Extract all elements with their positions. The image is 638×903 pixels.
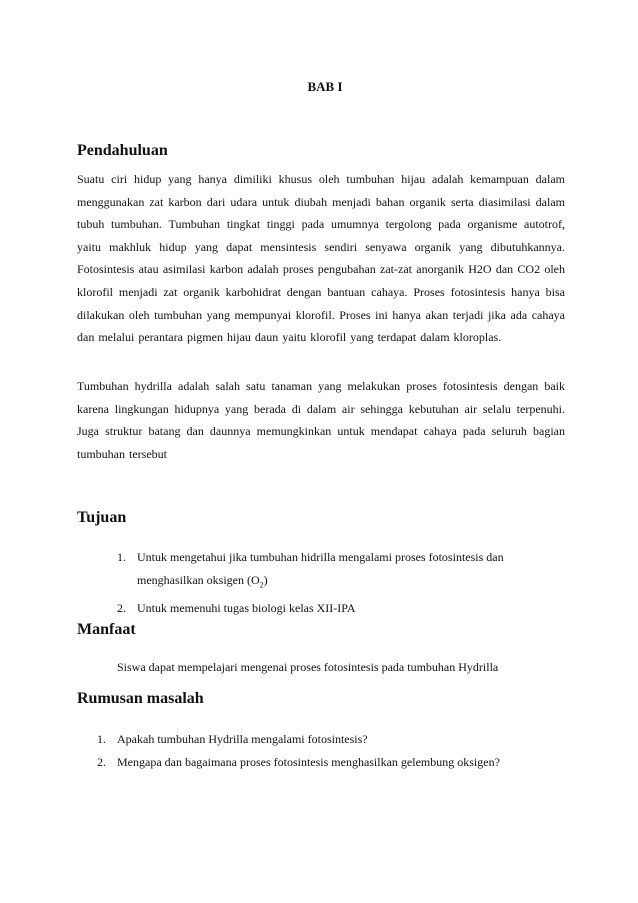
list-number: 1.	[117, 550, 126, 564]
list-text: Untuk memenuhi tugas biologi kelas XII-IPA	[137, 600, 356, 615]
paragraph-pendahuluan-1: Suatu ciri hidup yang hanya dimiliki khusus oleh tumbuhan hijau adalah kemampuan dalam menggunakan zat karbon dari udara untuk diubah menjadi bahan organik serta diasimilasi dalam tubuh tumbuhan. Tumbuhan tingkat tinggi pada umumnya tergolong pada organisme autotrof, yaitu makhluk hidup yang dapat mensintesis sendiri senyawa organik yang dibutuhkannya. Fotosintesis atau asimilasi karbon adalah proses pengubahan zat-zat anorganik H2O dan CO2 oleh klorofil menjadi zat organik karbohidrat dengan bantuan cahaya. Proses fotosintesis hanya bisa dilakukan oleh tumbuhan yang mempunyai klorofil. Proses ini hanya akan terjadi jika ada cahaya dan melalui perantara pigmen hijau daun yaitu klorofil yang terdapat dalam kloroplas.	[77, 172, 565, 345]
chapter-title: BAB I	[307, 79, 343, 94]
tujuan-list	[117, 546, 557, 619]
list-text: Apakah tumbuhan Hydrilla mengalami fotosintesis?	[117, 732, 368, 746]
list-item	[97, 751, 557, 774]
list-number: 2.	[117, 600, 126, 615]
paragraph-pendahuluan-2: Tumbuhan hydrilla adalah salah satu tanaman yang melakukan proses fotosintesis dengan baik karena lingkungan hidupnya yang berada di dalam air sehingga kebutuhan air selalu terpenuhi. Juga struktur batang dan daunnya memungkinkan untuk mendapat cahaya pada seluruh bagian tumbuhan tersebut	[77, 379, 565, 461]
list-number: 2.	[97, 754, 106, 769]
heading-rumusan-masalah: Rumusan masalah	[77, 690, 204, 707]
heading-manfaat: Manfaat	[77, 621, 136, 638]
manfaat-text: Siswa dapat mempelajari mengenai proses fotosintesis pada tumbuhan Hydrilla	[117, 660, 499, 674]
list-text: Untuk mengetahui jika tumbuhan hidrilla mengalami proses fotosintesis dan menghasilkan oksigen $(O_2)$	[137, 550, 504, 589]
list-item	[97, 728, 557, 751]
list-item	[117, 597, 557, 620]
rumusan-list	[97, 728, 557, 773]
list-number: 1.	[97, 732, 106, 746]
list-item	[117, 546, 557, 597]
heading-pendahuluan: Pendahuluan	[77, 142, 168, 159]
list-text: Mengapa dan bagaimana proses fotosintesis menghasilkan gelembung oksigen?	[117, 754, 500, 769]
heading-tujuan: Tujuan	[77, 509, 127, 526]
